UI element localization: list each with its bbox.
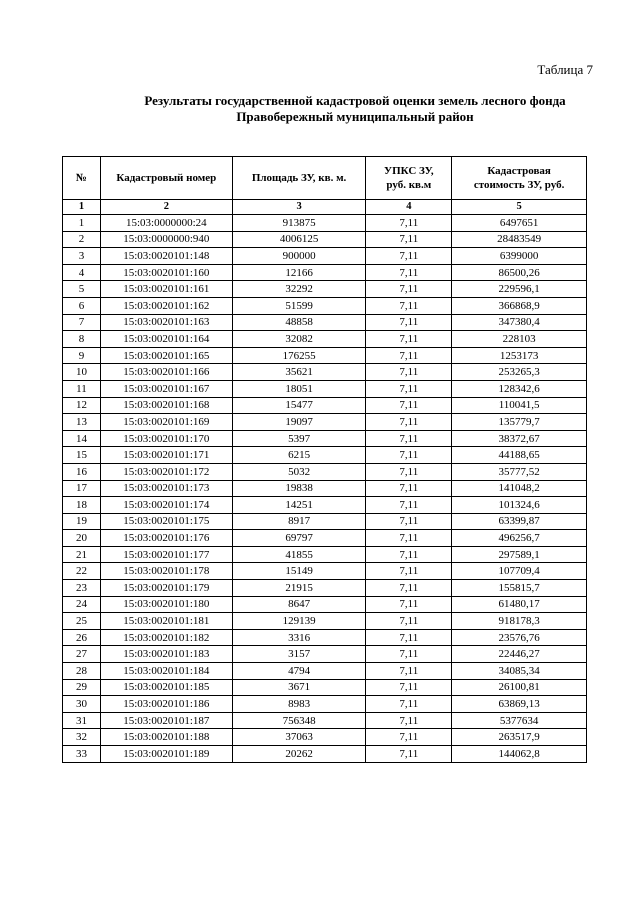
cadastral-value-cell: 22446,27 [452, 646, 587, 663]
specific-value-cell: 7,11 [366, 663, 452, 680]
cadastral-value-cell: 918178,3 [452, 613, 587, 630]
cadastral-number-cell: 15:03:0020101:181 [100, 613, 232, 630]
area-cell: 15477 [232, 397, 366, 414]
area-cell: 15149 [232, 563, 366, 580]
cadastral-value-cell: 23576,76 [452, 629, 587, 646]
row-number-cell: 14 [63, 430, 101, 447]
area-cell: 3671 [232, 679, 366, 696]
cadastral-number-cell: 15:03:0020101:189 [100, 746, 232, 763]
cadastral-number-cell: 15:03:0020101:164 [100, 331, 232, 348]
cadastral-value-cell: 1253173 [452, 347, 587, 364]
cadastral-number-cell: 15:03:0020101:172 [100, 463, 232, 480]
area-cell: 913875 [232, 215, 366, 232]
specific-value-cell: 7,11 [366, 729, 452, 746]
column-number: 2 [100, 200, 232, 215]
table-row [63, 513, 587, 530]
cadastral-value-cell: 5377634 [452, 712, 587, 729]
title-line-2: Правобережный муниципальный район [236, 109, 474, 124]
specific-value-cell: 7,11 [366, 314, 452, 331]
specific-value-cell: 7,11 [366, 414, 452, 431]
area-cell: 20262 [232, 746, 366, 763]
row-number-cell: 27 [63, 646, 101, 663]
cadastral-number-cell: 15:03:0000000:24 [100, 215, 232, 232]
cadastral-value-cell: 110041,5 [452, 397, 587, 414]
cadastral-number-cell: 15:03:0020101:187 [100, 712, 232, 729]
cadastral-value-cell: 86500,26 [452, 264, 587, 281]
specific-value-cell: 7,11 [366, 347, 452, 364]
specific-value-cell: 7,11 [366, 331, 452, 348]
cadastral-value-cell: 6399000 [452, 248, 587, 265]
row-number-cell: 33 [63, 746, 101, 763]
specific-value-cell: 7,11 [366, 215, 452, 232]
table-row [63, 364, 587, 381]
specific-value-cell: 7,11 [366, 430, 452, 447]
area-cell: 3316 [232, 629, 366, 646]
area-cell: 8983 [232, 696, 366, 713]
specific-value-cell: 7,11 [366, 497, 452, 514]
cadastral-number-cell: 15:03:0020101:168 [100, 397, 232, 414]
specific-value-cell: 7,11 [366, 580, 452, 597]
column-numbers-row [63, 200, 587, 215]
title-line-1: Результаты государственной кадастровой оценки земель лесного фонда [144, 93, 566, 108]
specific-value-cell: 7,11 [366, 513, 452, 530]
specific-value-cell: 7,11 [366, 546, 452, 563]
cadastral-value-cell: 144062,8 [452, 746, 587, 763]
area-cell: 4794 [232, 663, 366, 680]
table-row [63, 314, 587, 331]
column-number: 4 [366, 200, 452, 215]
row-number-cell: 19 [63, 513, 101, 530]
area-cell: 4006125 [232, 231, 366, 248]
cadastral-number-cell: 15:03:0020101:163 [100, 314, 232, 331]
specific-value-cell: 7,11 [366, 447, 452, 464]
document-title [70, 93, 640, 125]
specific-value-cell: 7,11 [366, 530, 452, 547]
cadastral-value-cell: 6497651 [452, 215, 587, 232]
cadastral-value-cell: 347380,4 [452, 314, 587, 331]
cadastral-number-cell: 15:03:0020101:170 [100, 430, 232, 447]
area-cell: 5397 [232, 430, 366, 447]
table-row [63, 447, 587, 464]
table-number-label: Таблица 7 [537, 62, 593, 77]
specific-value-cell: 7,11 [366, 463, 452, 480]
specific-value-cell: 7,11 [366, 746, 452, 763]
cadastral-number-cell: 15:03:0020101:179 [100, 580, 232, 597]
header-cadastral-number: Кадастровый номер [100, 157, 232, 200]
row-number-cell: 20 [63, 530, 101, 547]
area-cell: 14251 [232, 497, 366, 514]
table-row [63, 679, 587, 696]
column-number: 5 [452, 200, 587, 215]
row-number-cell: 12 [63, 397, 101, 414]
table-row [63, 629, 587, 646]
cadastral-value-cell: 496256,7 [452, 530, 587, 547]
table-row [63, 215, 587, 232]
row-number-cell: 15 [63, 447, 101, 464]
cadastral-value-cell: 34085,34 [452, 663, 587, 680]
specific-value-cell: 7,11 [366, 712, 452, 729]
specific-value-cell: 7,11 [366, 596, 452, 613]
cadastral-number-cell: 15:03:0020101:161 [100, 281, 232, 298]
cadastral-number-cell: 15:03:0020101:175 [100, 513, 232, 530]
cadastral-value-cell: 63869,13 [452, 696, 587, 713]
table-row [63, 580, 587, 597]
cadastral-number-cell: 15:03:0020101:184 [100, 663, 232, 680]
table-row [63, 746, 587, 763]
row-number-cell: 24 [63, 596, 101, 613]
row-number-cell: 13 [63, 414, 101, 431]
table-row [63, 646, 587, 663]
cadastral-value-cell: 26100,81 [452, 679, 587, 696]
row-number-cell: 8 [63, 331, 101, 348]
area-cell: 129139 [232, 613, 366, 630]
column-number: 1 [63, 200, 101, 215]
cadastral-number-cell: 15:03:0020101:185 [100, 679, 232, 696]
cadastral-number-cell: 15:03:0020101:173 [100, 480, 232, 497]
cadastral-number-cell: 15:03:0020101:169 [100, 414, 232, 431]
table-row [63, 497, 587, 514]
row-number-cell: 25 [63, 613, 101, 630]
specific-value-cell: 7,11 [366, 248, 452, 265]
table-row [63, 480, 587, 497]
cadastral-number-cell: 15:03:0020101:180 [100, 596, 232, 613]
row-number-cell: 23 [63, 580, 101, 597]
area-cell: 19097 [232, 414, 366, 431]
table-row [63, 347, 587, 364]
row-number-cell: 31 [63, 712, 101, 729]
cadastral-value-cell: 135779,7 [452, 414, 587, 431]
area-cell: 35621 [232, 364, 366, 381]
area-cell: 51599 [232, 297, 366, 314]
area-cell: 37063 [232, 729, 366, 746]
table-row [63, 297, 587, 314]
cadastral-number-cell: 15:03:0020101:186 [100, 696, 232, 713]
header-row [63, 157, 587, 200]
row-number-cell: 3 [63, 248, 101, 265]
cadastral-value-cell: 297589,1 [452, 546, 587, 563]
table-row [63, 430, 587, 447]
specific-value-cell: 7,11 [366, 646, 452, 663]
area-cell: 3157 [232, 646, 366, 663]
header-area: Площадь ЗУ, кв. м. [232, 157, 366, 200]
specific-value-cell: 7,11 [366, 563, 452, 580]
row-number-cell: 16 [63, 463, 101, 480]
table-row [63, 696, 587, 713]
header-specific-value: УПКС ЗУ, руб. кв.м [366, 157, 452, 200]
row-number-cell: 6 [63, 297, 101, 314]
table-row [63, 729, 587, 746]
cadastral-number-cell: 15:03:0020101:160 [100, 264, 232, 281]
row-number-cell: 21 [63, 546, 101, 563]
table-body [63, 215, 587, 763]
cadastral-value-cell: 107709,4 [452, 563, 587, 580]
row-number-cell: 4 [63, 264, 101, 281]
row-number-cell: 32 [63, 729, 101, 746]
cadastral-value-cell: 229596,1 [452, 281, 587, 298]
area-cell: 48858 [232, 314, 366, 331]
table-row [63, 331, 587, 348]
specific-value-cell: 7,11 [366, 613, 452, 630]
area-cell: 32082 [232, 331, 366, 348]
cadastral-number-cell: 15:03:0020101:176 [100, 530, 232, 547]
column-number: 3 [232, 200, 366, 215]
row-number-cell: 9 [63, 347, 101, 364]
cadastral-value-cell: 101324,6 [452, 497, 587, 514]
row-number-cell: 30 [63, 696, 101, 713]
table-row [63, 530, 587, 547]
row-number-cell: 7 [63, 314, 101, 331]
cadastral-number-cell: 15:03:0020101:178 [100, 563, 232, 580]
specific-value-cell: 7,11 [366, 297, 452, 314]
table-row [63, 397, 587, 414]
row-number-cell: 26 [63, 629, 101, 646]
row-number-cell: 2 [63, 231, 101, 248]
cadastral-number-cell: 15:03:0020101:165 [100, 347, 232, 364]
cadastral-value-cell: 263517,9 [452, 729, 587, 746]
cadastral-number-cell: 15:03:0000000:940 [100, 231, 232, 248]
table-row [63, 563, 587, 580]
table-row [63, 281, 587, 298]
table-row [63, 596, 587, 613]
table-row [63, 248, 587, 265]
cadastral-number-cell: 15:03:0020101:171 [100, 447, 232, 464]
table-row [63, 380, 587, 397]
table-row [63, 231, 587, 248]
cadastral-number-cell: 15:03:0020101:167 [100, 380, 232, 397]
cadastral-value-cell: 61480,17 [452, 596, 587, 613]
table-row [63, 712, 587, 729]
specific-value-cell: 7,11 [366, 231, 452, 248]
area-cell: 5032 [232, 463, 366, 480]
cadastral-number-cell: 15:03:0020101:148 [100, 248, 232, 265]
cadastral-value-cell: 253265,3 [452, 364, 587, 381]
table-row [63, 613, 587, 630]
area-cell: 8917 [232, 513, 366, 530]
row-number-cell: 10 [63, 364, 101, 381]
area-cell: 19838 [232, 480, 366, 497]
cadastral-value-cell: 141048,2 [452, 480, 587, 497]
specific-value-cell: 7,11 [366, 480, 452, 497]
table-row [63, 663, 587, 680]
specific-value-cell: 7,11 [366, 679, 452, 696]
row-number-cell: 28 [63, 663, 101, 680]
specific-value-cell: 7,11 [366, 264, 452, 281]
row-number-cell: 22 [63, 563, 101, 580]
area-cell: 6215 [232, 447, 366, 464]
area-cell: 69797 [232, 530, 366, 547]
area-cell: 176255 [232, 347, 366, 364]
area-cell: 12166 [232, 264, 366, 281]
row-number-cell: 11 [63, 380, 101, 397]
cadastral-number-cell: 15:03:0020101:182 [100, 629, 232, 646]
table-row [63, 463, 587, 480]
cadastral-number-cell: 15:03:0020101:174 [100, 497, 232, 514]
cadastral-number-cell: 15:03:0020101:162 [100, 297, 232, 314]
specific-value-cell: 7,11 [366, 696, 452, 713]
cadastral-number-cell: 15:03:0020101:177 [100, 546, 232, 563]
table-row [63, 264, 587, 281]
valuation-table [62, 156, 587, 763]
area-cell: 41855 [232, 546, 366, 563]
area-cell: 8647 [232, 596, 366, 613]
cadastral-value-cell: 366868,9 [452, 297, 587, 314]
specific-value-cell: 7,11 [366, 364, 452, 381]
cadastral-value-cell: 28483549 [452, 231, 587, 248]
header-number: № [63, 157, 101, 200]
cadastral-value-cell: 63399,87 [452, 513, 587, 530]
table-row [63, 414, 587, 431]
specific-value-cell: 7,11 [366, 629, 452, 646]
cadastral-value-cell: 228103 [452, 331, 587, 348]
area-cell: 756348 [232, 712, 366, 729]
area-cell: 32292 [232, 281, 366, 298]
area-cell: 18051 [232, 380, 366, 397]
area-cell: 900000 [232, 248, 366, 265]
specific-value-cell: 7,11 [366, 281, 452, 298]
header-cadastral-value: Кадастровая стоимость ЗУ, руб. [452, 157, 587, 200]
area-cell: 21915 [232, 580, 366, 597]
cadastral-number-cell: 15:03:0020101:183 [100, 646, 232, 663]
row-number-cell: 5 [63, 281, 101, 298]
row-number-cell: 17 [63, 480, 101, 497]
cadastral-value-cell: 128342,6 [452, 380, 587, 397]
row-number-cell: 18 [63, 497, 101, 514]
row-number-cell: 1 [63, 215, 101, 232]
specific-value-cell: 7,11 [366, 397, 452, 414]
cadastral-number-cell: 15:03:0020101:166 [100, 364, 232, 381]
cadastral-value-cell: 38372,67 [452, 430, 587, 447]
cadastral-value-cell: 155815,7 [452, 580, 587, 597]
cadastral-value-cell: 35777,52 [452, 463, 587, 480]
cadastral-number-cell: 15:03:0020101:188 [100, 729, 232, 746]
table-row [63, 546, 587, 563]
cadastral-value-cell: 44188,65 [452, 447, 587, 464]
row-number-cell: 29 [63, 679, 101, 696]
specific-value-cell: 7,11 [366, 380, 452, 397]
